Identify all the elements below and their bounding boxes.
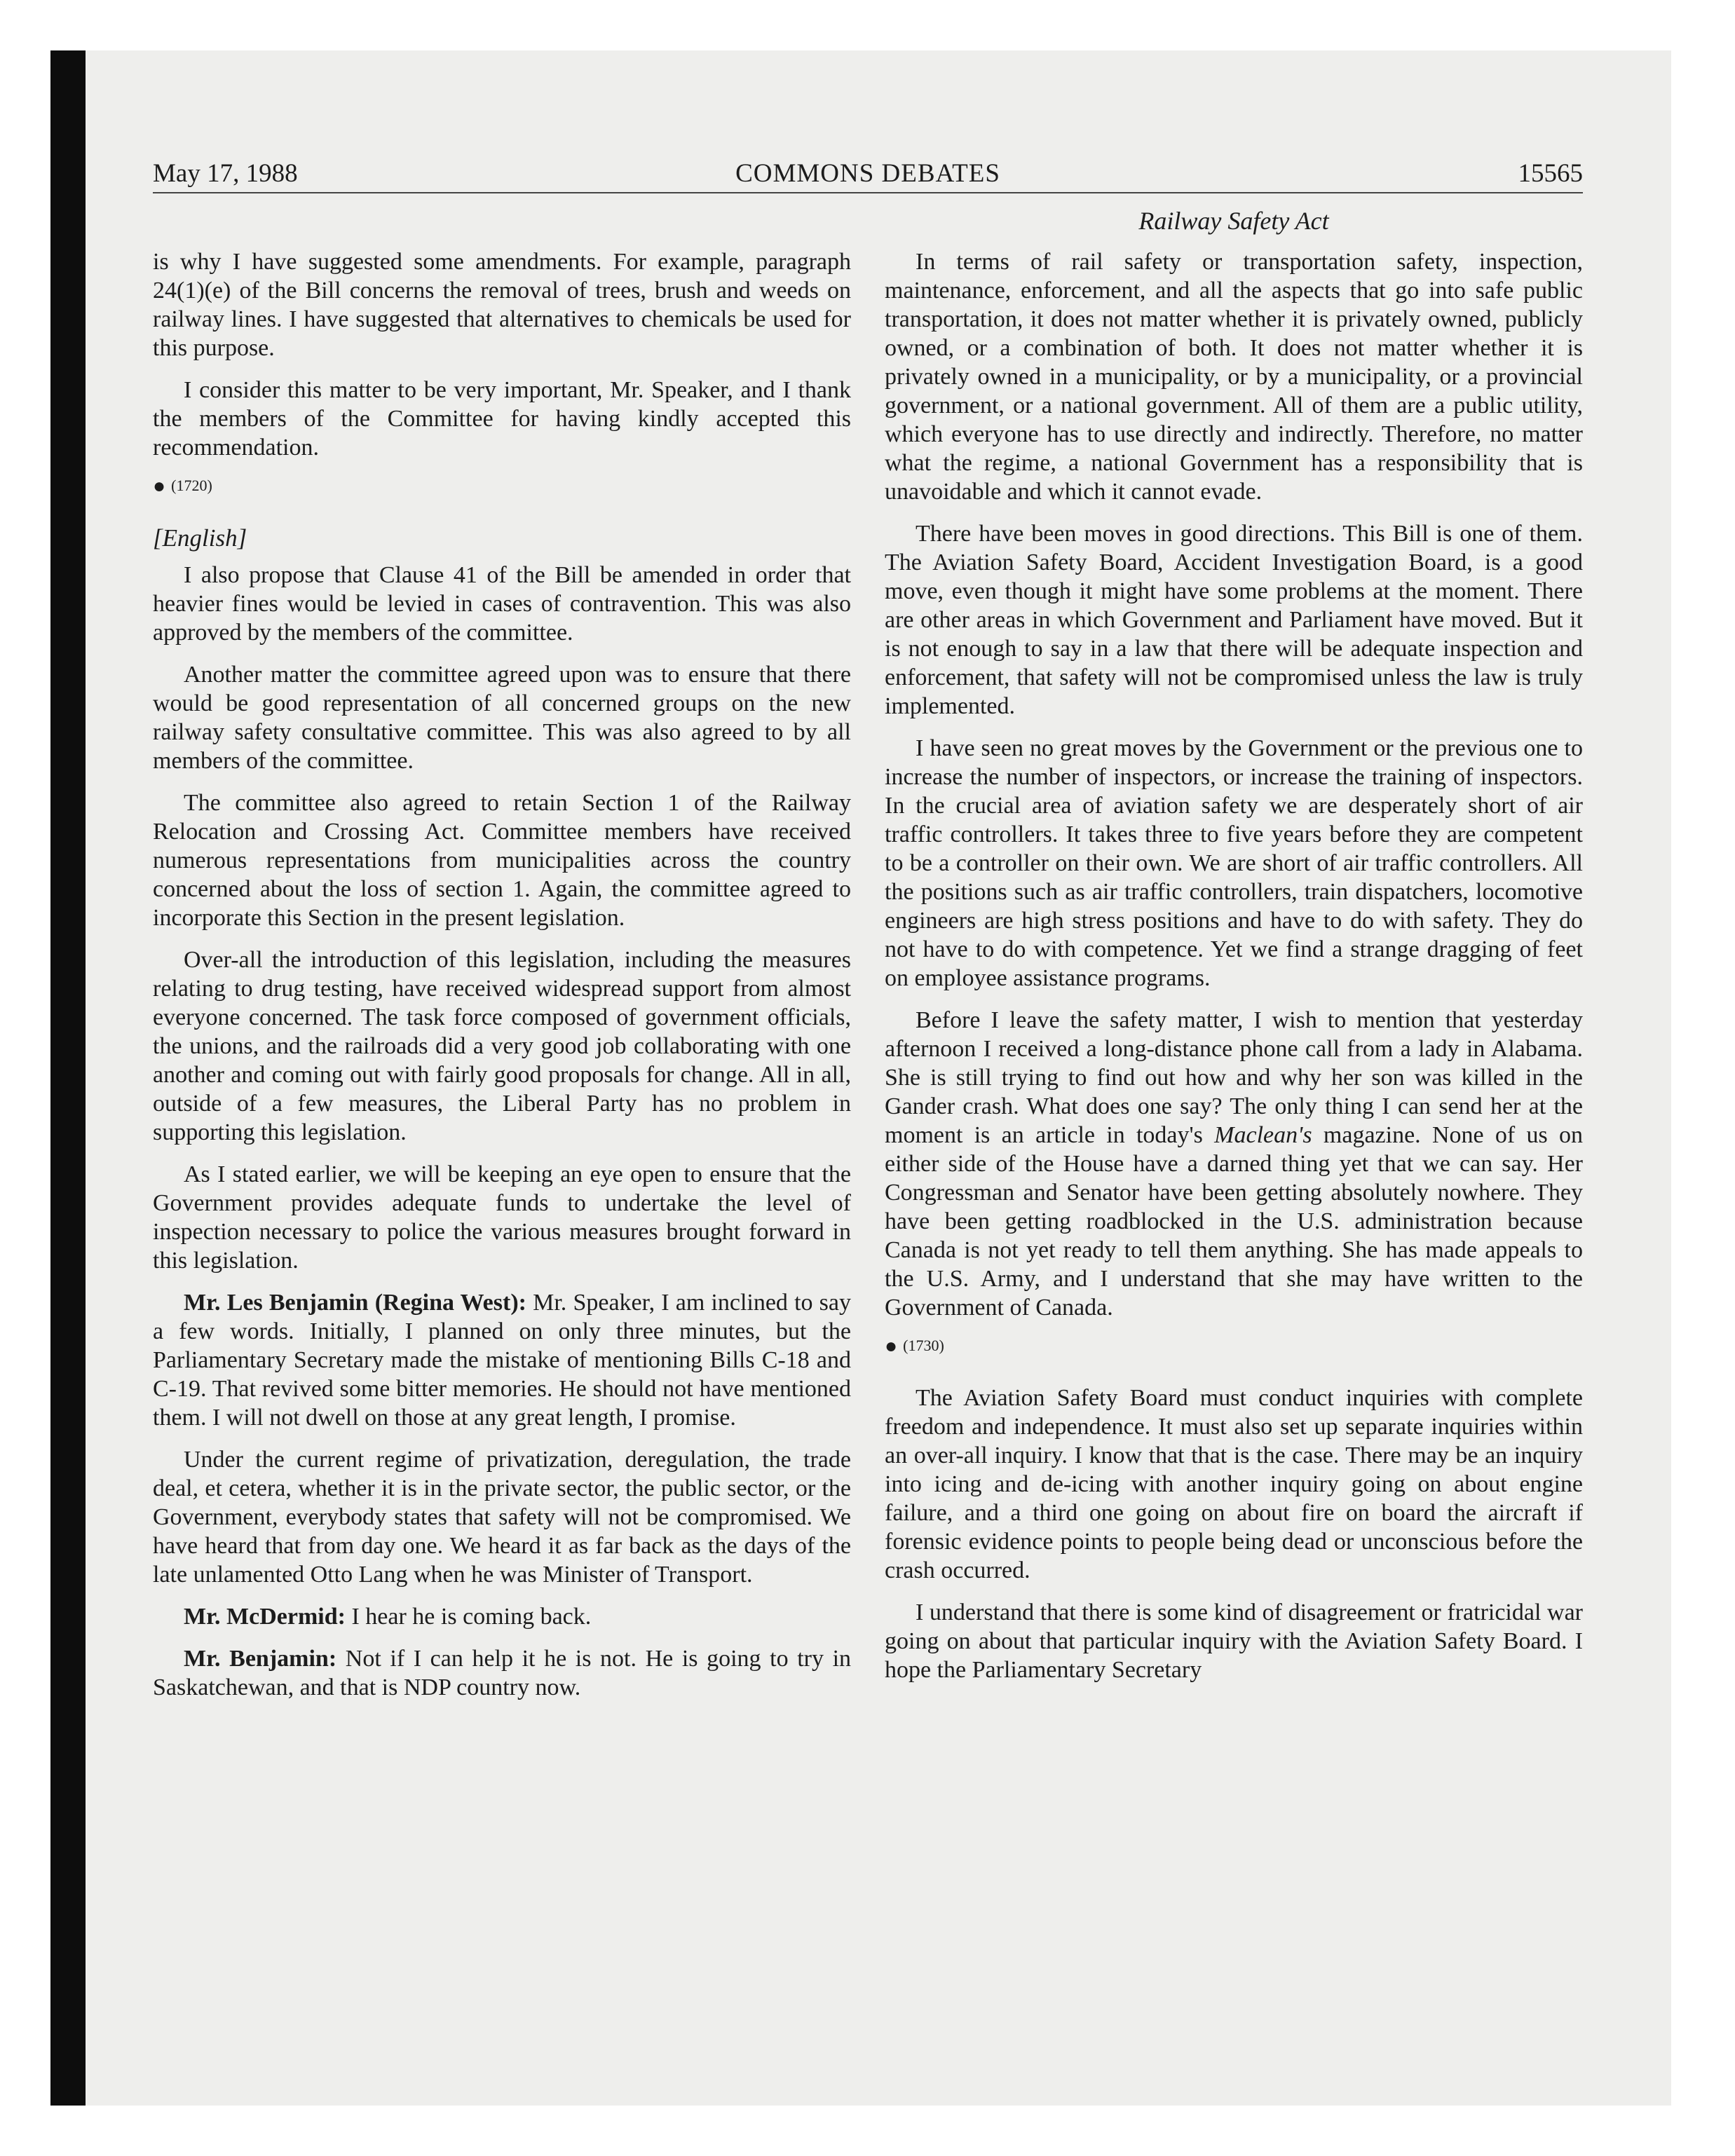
time-marker-label: (1720) [171,477,212,494]
right-column [885,247,1583,1698]
paragraph: Under the current regime of privatization, deregulation, the trade deal, et cetera, whether it is in the private sector, the public sector, or the Government, everybody states that safety will not be compromised. We have heard that from day one. We heard it as far back as the days of the late unlamented Otto Lang when he was Minister of Transport. [153,1447,851,1588]
paragraph: I understand that there is some kind of disagreement or fratricidal war going on about that particular inquiry with the Aviation Safety Board. I hope the Parliamentary Secretary [885,1599,1583,1683]
speech-paragraph [153,1288,851,1432]
speech-paragraph [153,1644,851,1702]
magazine-title: Maclean's [1214,1122,1312,1148]
page-header [153,156,1583,193]
paragraph: is why I have suggested some amendments. For example, paragraph 24(1)(e) of the Bill concerns the removal of trees, brush and weeds on railway lines. I have suggested that alternatives to chemicals be used for this purpose. [153,249,851,361]
paragraph: Another matter the committee agreed upon was to ensure that there would be good representation of all concerned groups on the new railway safety consultative committee. This was also agreed to by all members of the committee. [153,662,851,774]
section-title: Railway Safety Act [1138,207,1329,235]
language-tag: [English] [153,524,247,552]
bullet-icon: ● [153,475,166,498]
speaker-name: Mr. McDermid: [184,1604,346,1630]
paragraph-text: Before I leave the safety matter, I wish to mention that yesterday afternoon I received a long-distance phone call from a lady in Alabama. She is still trying to find out how and why her son was killed in the Gander crash. What does one say? The only thing I can send her at the moment is an article in today's [885,1007,1583,1148]
speaker-name: Mr. Benjamin: [184,1646,337,1672]
time-marker [885,1335,1583,1357]
speech-paragraph [153,1602,851,1631]
speech-text: I hear he is coming back. [351,1604,592,1630]
speech-text: Mr. Speaker, I am inclined to say a few words. Initially, I planned on only three minutes, but the Parliamentary Secretary made the mistake of mentioning Bills C-18 and C-19. That revived some bitter memories. He should not have mentioned them. I will not dwell on those at any great length, I promise. [153,1290,852,1431]
time-marker-label: (1730) [903,1337,944,1354]
paragraph [885,1006,1583,1322]
paragraph: In terms of rail safety or transportation safety, inspection, maintenance, enforcement, and all the aspects that go into safe public transportation, it does not matter whether it is privately owned, publicly owned, or a combination of both. It does not matter whether it is privately owned in a municipality, or by a municipality, or a provincial government, or a national government. All of them are a public utility, which everyone has to use directly and indirectly. Therefore, no matter what the regime, a national Government has a responsibility that is unavoidable and which it cannot evade. [885,249,1583,505]
bullet-icon: ● [885,1335,898,1358]
binding-edge [50,50,86,2106]
paragraph-text: magazine. None of us on either side of the House have a darned thing yet that we can say. Her Congressman and Senator have been getting absolutely nowhere. They have been getting roadblocked in the U.S. administration because Canada is not yet ready to tell them anything. She has made appeals to the U.S. Army, and I understand that she may have written to the Government of Canada. [885,1122,1583,1321]
paragraph: Over-all the introduction of this legislation, including the measures relating to drug testing, have received widespread support from almost everyone concerned. The task force composed of government officials, the unions, and the railroads did a very good job collaborating with one another and coming out with fairly good proposals for change. All in all, outside of a few measures, the Liberal Party has no problem in supporting this legislation. [153,947,851,1145]
paragraph: The committee also agreed to retain Section 1 of the Railway Relocation and Crossing Act. Committee members have received numerous representations from municipalities across the country concerned about the loss of section 1. Again, the committee agreed to incorporate this Section in the present legislation. [153,790,851,931]
header-title: COMMONS DEBATES [735,159,1000,188]
paragraph: The Aviation Safety Board must conduct inquiries with complete freedom and independence. It must also set up separate inquiries within an over-all inquiry. I know that that is the case. There may be an inquiry into icing and de-icing with another inquiry going on about engine failure, and a third one going on about fire on board the aircraft if forensic evidence points to people being dead or unconscious before the crash occurred. [885,1385,1583,1583]
paragraph: There have been moves in good directions. This Bill is one of them. The Aviation Safety Board, Accident Investigation Board, is a good move, even though it might have some problems at the moment. There are other areas in which Government and Parliament have moved. But it is not enough to say in a law that there will be adequate inspection and enforcement, that safety will not be compromised unless the law is truly implemented. [885,521,1583,719]
header-date: May 17, 1988 [153,159,298,188]
left-column [153,247,851,1715]
paragraph: I also propose that Clause 41 of the Bill be amended in order that heavier fines would be levied in cases of contravention. This was also approved by the members of the committee. [153,562,851,646]
speaker-name: Mr. Les Benjamin (Regina West): [184,1290,526,1316]
paragraph: I consider this matter to be very important, Mr. Speaker, and I thank the members of the Committee for having kindly accepted this recommendation. [153,377,851,460]
speech-text: Not if I can help it he is not. He is going to try in Saskatchewan, and that is NDP country now. [153,1646,852,1700]
paragraph: As I stated earlier, we will be keeping an eye open to ensure that the Government provides adequate funds to undertake the level of inspection necessary to police the various measures brought forward in this legislation. [153,1161,851,1274]
paragraph: I have seen no great moves by the Government or the previous one to increase the number of inspectors, or increase the training of inspectors. In the crucial area of aviation safety we are desperately short of air traffic controllers. It takes three to five years before they are competent to be a controller on their own. We are short of air traffic controllers. All the positions such as air traffic controllers, train dispatchers, locomotive engineers are high stress positions and have to do with safety. They do not have to do with competence. Yet we find a strange dragging of feet on employee assistance programs. [885,735,1583,991]
page-number: 15565 [1518,159,1583,188]
time-marker [153,475,851,497]
